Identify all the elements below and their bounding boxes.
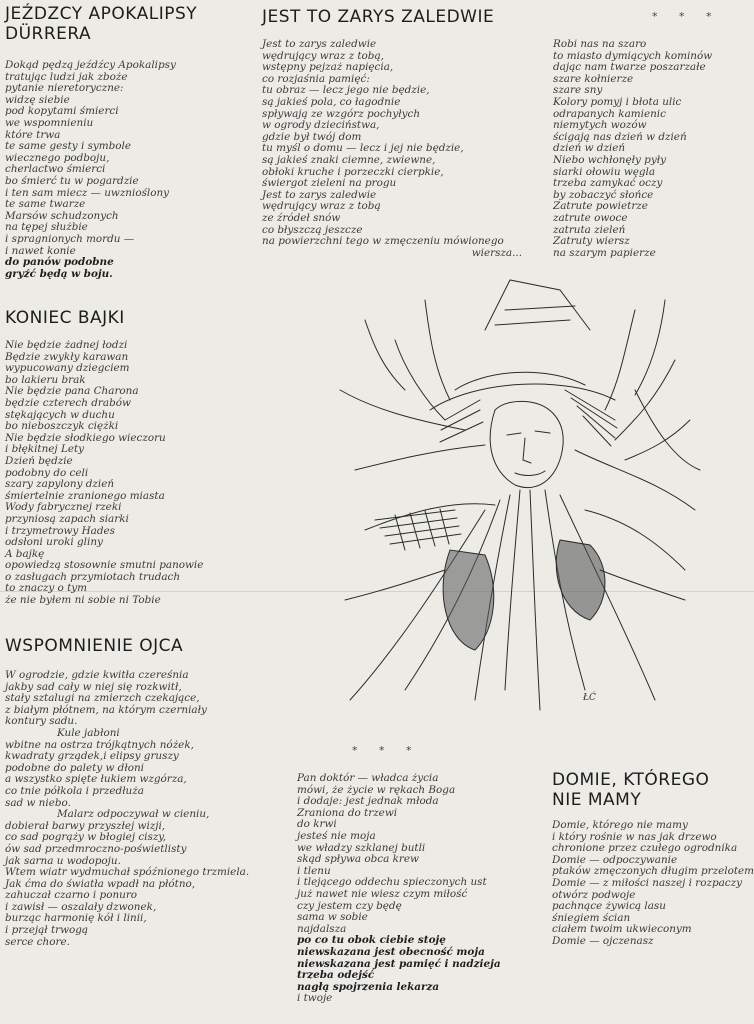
poem-line: wypucowany dziegciem [5,362,130,375]
poem-line: Zraniona do trzewi [297,806,398,819]
poem-line: podobny do celi [5,466,89,479]
poem-line: i który rośnie w nas jak drzewo [552,830,717,843]
poem-line: tratując ludzi jak zboże [5,70,128,83]
poem-line: siarki ołowiu węgla [553,165,656,178]
poem-title-line: WSPOMNIENIE OJCA [5,636,184,656]
poem-line: Jest to zarys zaledwie [262,38,377,50]
poem-line: Malarz odpoczywał w cieniu, [57,808,210,821]
poem-line: wiecznego podboju, [5,151,110,164]
poem-line: Zatrute powietrze [553,200,648,213]
illustration-signature: ŁĆ [583,693,596,703]
poem-title [5,636,183,656]
poem-title [5,4,197,44]
poem-line: Nie będzie słodkiego wieczoru [5,431,166,444]
poem-line: bo nieboszczyk ciężki [5,420,119,433]
poem-line: jak sarna u wodopoju. [5,854,121,867]
poem-line: Domie — odpoczywanie [552,853,678,866]
poem-line: śmiertelnie zranionego miasta [5,489,165,502]
poem-line: dając nam twarze poszarzałe [553,61,706,74]
poem-line: już nawet nie wiesz czym miłość [297,887,468,900]
poem-line: wbitne na ostrza trójkątnych nóżek, [5,738,194,751]
poem-line: o zasługach przymiotach trudach [5,570,181,583]
poem-line: co rozjaśnia pamięć: [262,72,370,85]
poem-line: są jakieś znaki ciemne, zwiewne, [262,153,436,166]
poem-line: Dzień będzie [5,454,73,467]
poem-line: i błękitnej Lety [5,443,85,456]
poem-line: najdalsza [297,922,347,935]
poem-line: Będzie zwykły karawan [5,350,129,363]
poem-line: cherlactwo śmierci [5,163,106,176]
poem-line: Robi nas na szaro [553,38,647,50]
poem-line: te same twarze [5,198,86,211]
poem-line: i ten sam miecz — uwznioślony [5,186,170,199]
poem-line: ciałem twoim ukwieconym [552,923,692,936]
poem-title-line: DOMIE, KTÓREGO [552,770,710,790]
poem-line: co sad pogrąży w błogiej ciszy, [5,831,167,844]
poem-line: by zobaczyć słońce [553,188,654,201]
poem-line: Kolory pomyj i błota ulic [553,95,682,108]
poem-line: jesteś nie moja [297,829,376,842]
poem-line: na szarym papierze [553,246,656,259]
poem-line: czy jestem czy będę [297,899,402,912]
poem-line: po co tu obok ciebie stoję [297,934,446,947]
poem-line: że nie byłem ni sobie ni Tobie [5,594,161,607]
poem-line: kwadraty grządek,i elipsy gruszy [5,750,179,763]
poem-line: i nawet konie [5,244,76,257]
poem-line: i trzymetrowy Hades [5,524,115,537]
poem-line: opowiedzą stosownie smutni panowie [5,559,204,572]
poem-line: we wspomnieniu [5,116,94,129]
poem-title-line: JEST TO ZARYS ZALEDWIE [262,7,495,27]
poem-line: spływają ze wzgórz pochyłych [262,107,421,120]
poem-line: dobierał barwy przyszłej wizji, [5,819,166,832]
poem-line: i zawisł — oszalały dzwonek, [5,900,157,913]
poem-line: kontury sadu. [5,715,78,728]
poem-line: a wszystko spięte łukiem wzgórza, [5,773,187,786]
poem-line: dzień w dzień [553,142,626,155]
poem-line: ze źródeł snów [262,211,341,224]
poem-title-line: NIE MAMY [552,790,642,810]
poem-line: Kule jabłoni [57,726,120,739]
poem-line: Nie będzie żadnej łodzi [5,339,128,351]
poem-line: obłoki kruche i porzeczki cierpkie, [262,165,444,178]
poem-line: Pan doktór — władca życia [297,772,439,784]
poem-line: A bajkę [5,547,45,560]
poem-line: odsłoni uroki gliny [5,536,103,549]
poem-line: zahuczał czarno i ponuro [5,889,138,902]
poem-text [5,60,176,280]
poem-line: we władzy szklanej butli [297,841,426,854]
poem-line: podobne do palety w dłoni [5,761,144,774]
poem-title [5,308,125,328]
poem-line: sad w niebo. [5,796,71,809]
poem-line: Dokąd pędzą jeźdźcy Apokalipsy [5,59,176,71]
poem-line: w ogrody dzieciństwa, [262,119,380,132]
poem-line: do krwi [297,818,337,831]
poem-title-line: KONIEC BAJKI [5,308,125,328]
poem-line: Marsów schudzonych [5,209,119,222]
poem-title-line: DÜRRERA [5,24,92,44]
poem-line: gdzie był twój dom [262,130,362,143]
poem-line: ptaków zmęczonych długim przelotem [552,865,754,878]
poem-line: i przejął trwogą [5,924,89,937]
poem-line: stękających w duchu [5,408,115,421]
poem-line: stały sztalugi na zmierzch czekające, [5,692,200,705]
poem-line: bo śmierć tu w pogardzie [5,174,139,187]
poem-line: jakby sad cały w niej się rozkwitł, [5,680,182,693]
poem-line: szare kołnierze [553,72,634,85]
poem-line: bo lakieru brak [5,373,86,386]
poem-text [262,39,522,259]
separator-stars: * * * [352,744,421,757]
poem-text [552,820,754,948]
poem-line: które trwa [5,128,61,141]
poem-line: Domie — z miłości naszej i rozpaczy [552,876,742,889]
poem-line: skąd spływa obca krew [297,853,419,866]
poem-line: szare sny [553,84,603,97]
poem-line: zatrute owoce [553,211,628,224]
poem-line: i tlejącego oddechu spieczonych ust [297,876,487,889]
poem-line: są jakieś pola, co łagodnie [262,95,401,108]
poem-line: pytanie nieretoryczne: [5,82,124,95]
poem-text [553,39,712,259]
poem-text [5,340,203,607]
poem-line: Wtem wiatr wydmuchał spóźnionego trzmiela. [5,866,250,879]
poem-line: Nie będzie pana Charona [5,385,139,398]
poem-line: pod kopytami śmierci [5,105,119,118]
poem-line: na tępej służbie [5,221,88,234]
poem-line: to miasto dymiących kominów [553,49,713,62]
poem-line: z białym płótnem, na którym czerniały [5,703,207,716]
poem-line: Wody fabrycznej rzeki [5,501,122,514]
poem-line: i spragnionych mordu — [5,232,135,245]
poem-line: Jest to zarys zaledwie [262,188,377,201]
poem-line: widzę siebie [5,93,70,106]
poem-line: serce chore. [5,935,70,948]
poem-line: śniegiem ścian [552,911,631,924]
poem-line: ścigają nas dzień w dzień [553,130,687,143]
poem-line: przyniosą zapach siarki [5,512,129,525]
poem-line: tu obraz — lecz jego nie będzie, [262,84,430,97]
poem-line: niewskazana jest obecność moja [297,945,485,958]
poem-line: pachnące żywicą lasu [552,900,666,913]
poem-line: zatruta zieleń [553,223,626,236]
poem-line: i dodaje: jest jednak młoda [297,795,439,808]
poem-line: Jak ćma do światła wpadł na płótno, [5,877,196,890]
poem-line: świergot zieleni na progu [262,177,397,190]
poem-text [297,773,501,1005]
poem-line: niemytych wozów [553,119,647,132]
poem-line: co tnie półkola i przedłuża [5,784,144,797]
poem-line: to znaczy o tym [5,582,88,595]
separator-stars: * * * [652,10,721,23]
poem-line: Zatruty wiersz [553,235,630,248]
ink-illustration [335,270,705,740]
poem-line: i twoje [297,992,333,1005]
poem-line: niewskazana jest pamięć i nadzieja [297,957,501,970]
poem-line: ów sad przedmroczno-poświetlisty [5,842,187,855]
poem-title-line: JEŹDZCY APOKALIPSY [5,4,198,24]
poem-line: chronione przez czułego ogrodnika [552,842,738,855]
poem-line: tu myśl o domu — lecz i jej nie będzie, [262,142,464,155]
poem-title [262,7,494,27]
poem-line: nagłą spojrzenia lekarza [297,980,440,993]
poem-line: te same gesty i symbole [5,140,132,153]
poem-line: trzeba odejść [297,969,375,982]
poem-line: wędrujący wraz z tobą, [262,49,384,62]
poem-line: otwórz podwoje [552,888,636,901]
poem-line: W ogrodzie, gdzie kwitła czereśnia [5,669,189,681]
poem-line: odrapanych kamienic [553,107,666,120]
poem-line: trzeba zamykać oczy [553,177,663,190]
poem-line: mówi, że życie w rękach Boga [297,783,456,796]
poem-line: Niebo wchłonęły pyły [553,153,666,166]
poem-line: burząc harmonię kół i linii, [5,912,147,925]
poem-line: do panów podobne [5,256,114,269]
poem-line: gryźć będą w boju. [5,267,113,280]
poem-title [552,770,709,810]
poem-line: wiersza... [471,246,522,259]
poem-line: co błyszczą jeszcze [262,223,363,236]
poem-line: i tlenu [297,864,331,877]
poem-line: będzie czterech drabów [5,396,131,409]
poem-line: wstępny pejzaż napięcia, [262,61,394,74]
poem-line: sama w sobie [297,911,368,924]
poem-line: Domie — ojczenasz [552,934,654,947]
poem-line: Domie, którego nie mamy [552,819,688,831]
poem-line: szary zapylony dzień [5,478,115,491]
poem-text [5,670,249,948]
poem-line: na powierzchni tego w zmęczeniu mówionego [262,235,504,248]
poem-line: wędrujący wraz z tobą [262,200,381,213]
